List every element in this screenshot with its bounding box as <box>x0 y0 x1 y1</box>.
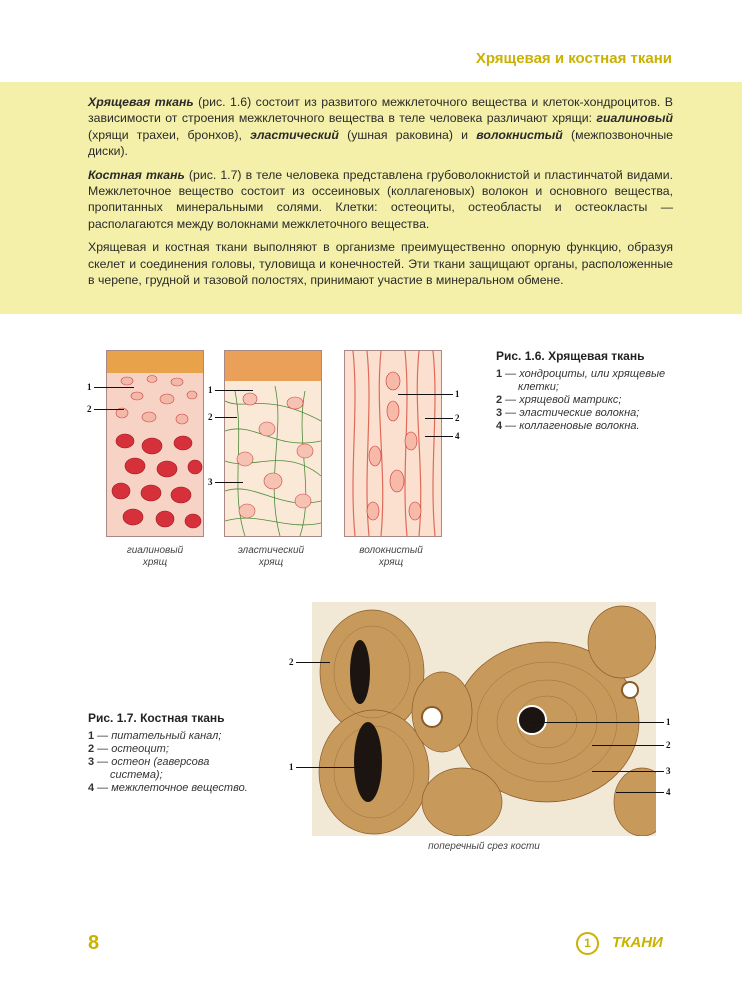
caption-line: волокнистый <box>359 545 423 556</box>
legend-item <box>88 730 258 743</box>
elastic-cartilage-illustration <box>224 350 322 537</box>
text-run: (рис. 1.6) состоит из развитого межклеточного вещества и клеток-хондроцитов. В зависимости от строения межклеточного вещества в теле человека различают хрящи: <box>88 95 674 126</box>
paragraph-bone <box>88 167 673 233</box>
intro-text <box>88 94 673 295</box>
legend-number: 4 <box>496 420 503 432</box>
legend-text: — коллагеновые волокна. <box>502 420 640 432</box>
figure-1-6-caption <box>496 350 676 433</box>
legend-item <box>496 407 676 420</box>
callout-2: 2 <box>289 657 294 667</box>
figure-title: Рис. 1.7. Костная ткань <box>88 711 225 725</box>
legend-text: — хондроциты, или хрящевые клетки; <box>502 368 666 393</box>
caption-hyaline <box>100 545 210 569</box>
callout-1: 1 <box>455 389 460 399</box>
leader-line <box>592 771 664 772</box>
legend-item <box>496 368 676 394</box>
chapter-number-badge: 1 <box>576 932 599 955</box>
caption-line: хрящ <box>378 557 404 568</box>
fibrous-cartilage-illustration <box>344 350 442 537</box>
leader-line <box>592 745 664 746</box>
callout-4: 4 <box>455 431 460 441</box>
text-run: (межпозвоночные диски). <box>88 127 673 159</box>
callout-3: 3 <box>666 766 671 776</box>
figure-1-7-caption <box>88 712 258 795</box>
term-elastic: эластический <box>250 127 339 142</box>
callout-2: 2 <box>455 413 460 423</box>
legend-text: — питательный канал; <box>94 730 222 742</box>
callout-1: 1 <box>666 717 671 727</box>
caption-line: эластический <box>237 545 305 556</box>
term-bone: Костная ткань <box>88 167 185 182</box>
caption-line: хрящ <box>142 557 168 568</box>
legend-text: — остеоцит; <box>94 743 169 755</box>
legend-item <box>88 782 258 795</box>
legend-number: 1 <box>496 368 503 380</box>
leader-line <box>215 390 253 391</box>
legend-number: 2 <box>88 743 95 755</box>
leader-line <box>94 387 134 388</box>
leader-line <box>215 417 237 418</box>
leader-line <box>425 418 453 419</box>
legend-number: 3 <box>496 407 503 419</box>
leader-line <box>425 436 453 437</box>
callout-1: 1 <box>87 382 92 392</box>
text-run: (ушная раковина) и <box>338 127 477 142</box>
leader-line <box>398 394 453 395</box>
leader-line <box>532 722 664 723</box>
legend-text: — эластические волокна; <box>502 407 640 419</box>
bone-image-caption: поперечный срез кости <box>428 841 540 852</box>
legend-item <box>496 420 676 433</box>
chapter-title: ТКАНИ <box>612 934 663 951</box>
paragraph-function: Хрящевая и костная ткани выполняют в организме преимущественно опорную функцию, образуя скелет и соединения головы, туловища и конечностей. Эти ткани защищают органы, расположенные в черепе, грудной и тазовой полостях, принимают участие в минеральном обмене. <box>88 240 673 288</box>
legend-number: 1 <box>88 730 95 742</box>
text-run: (рис. 1.7) в теле человека представлена грубоволокнистой и пластинчатой видами. Межклеточное вещество состоит из оссеиновых (коллагеновых) волокон и основного вещества, пропитанных минеральными солями. Клетки: остеоциты, остеобласты и остеокласты — располагаются между волокнами межклеточного вещества. <box>88 167 674 231</box>
leader-line <box>215 482 243 483</box>
page-number: 8 <box>88 932 100 954</box>
caption-line: хрящ <box>258 557 284 568</box>
legend-number: 4 <box>88 782 95 794</box>
hyaline-cartilage-illustration <box>106 350 204 537</box>
figure-title: Рис. 1.6. Хрящевая ткань <box>496 349 645 363</box>
leader-line <box>296 767 360 768</box>
callout-2: 2 <box>666 740 671 750</box>
legend-item <box>88 756 258 782</box>
caption-elastic <box>216 545 326 569</box>
term-fibrous: волокнистый <box>476 127 563 142</box>
paragraph-cartilage <box>88 94 673 160</box>
callout-3: 3 <box>208 477 213 487</box>
bone-cross-section-illustration <box>312 602 656 836</box>
callout-4: 4 <box>666 787 671 797</box>
leader-line <box>616 792 664 793</box>
callout-2: 2 <box>87 404 92 414</box>
legend-number: 2 <box>496 394 503 406</box>
legend-text: — остеон (гаверсова система); <box>94 756 210 781</box>
legend-item <box>88 743 258 756</box>
callout-1: 1 <box>208 385 213 395</box>
text-run: (хрящи трахеи, бронхов), <box>88 127 251 142</box>
leader-line <box>296 662 330 663</box>
leader-line <box>94 409 124 410</box>
legend-number: 3 <box>88 756 95 768</box>
term-hyaline: гиалиновый <box>596 111 673 126</box>
caption-fibrous <box>336 545 446 569</box>
callout-1: 1 <box>289 762 294 772</box>
caption-line: гиалиновый <box>126 545 184 556</box>
legend-item <box>496 394 676 407</box>
callout-2: 2 <box>208 412 213 422</box>
running-title: Хрящевая и костная ткани <box>475 50 672 67</box>
term-cartilage: Хрящевая ткань <box>88 95 194 109</box>
legend-text: — межклеточное вещество. <box>94 782 248 794</box>
legend-text: — хрящевой матрикс; <box>502 394 622 406</box>
